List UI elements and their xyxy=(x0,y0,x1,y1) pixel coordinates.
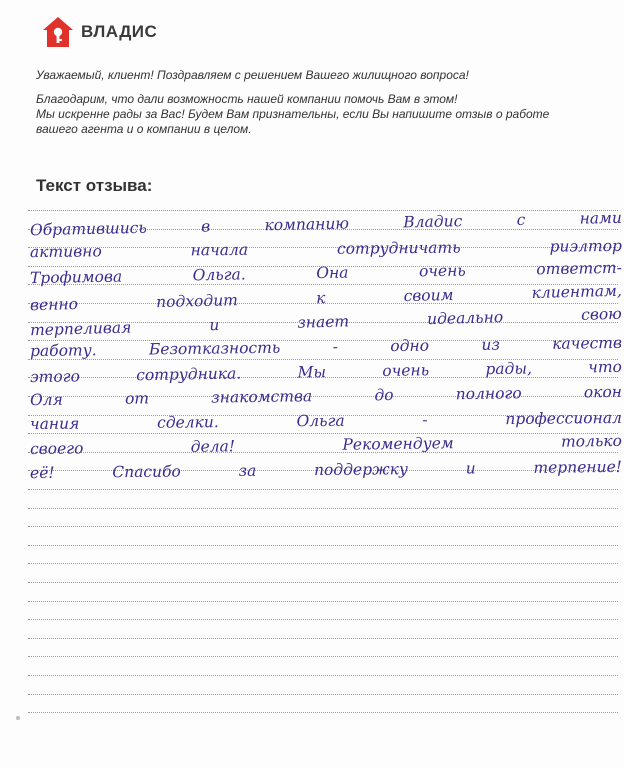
handwritten-word: начала xyxy=(190,240,249,260)
handwritten-word: качеств xyxy=(552,333,623,353)
intro-greeting: Уважаемый, клиент! Поздравляем с решением Вашего жилищного вопроса! xyxy=(36,68,469,82)
intro-request-cont: вашего агента и о компании в целом. xyxy=(36,122,252,136)
handwritten-word: клиентам, xyxy=(531,281,623,302)
handwritten-word: сотрудничать xyxy=(336,238,461,258)
handwritten-word: с xyxy=(516,210,526,230)
ruled-line xyxy=(28,545,618,546)
handwritten-word: дела! xyxy=(190,437,236,457)
handwritten-word: этого xyxy=(29,366,81,386)
intro-text xyxy=(36,68,596,137)
review-heading: Текст отзыва: xyxy=(36,176,153,195)
handwritten-word: работу. xyxy=(29,341,97,361)
handwritten-word: свою xyxy=(580,305,623,325)
handwritten-word: Оля xyxy=(29,390,63,410)
handwritten-word: и xyxy=(465,459,476,478)
intro-thanks: Благодарим, что дали возможность нашей компании помочь Вам в этом! xyxy=(36,92,458,106)
handwritten-word: - xyxy=(422,410,428,429)
handwritten-word: к xyxy=(315,288,326,308)
handwritten-word: риэлтор xyxy=(549,236,623,256)
ruled-line xyxy=(28,638,618,639)
handwritten-word: и xyxy=(209,316,220,335)
handwritten-word: идеально xyxy=(426,308,504,329)
handwritten-word: от xyxy=(124,389,150,408)
ruled-line xyxy=(28,582,618,583)
handwritten-word: Ольга xyxy=(296,411,345,431)
handwritten-word: из xyxy=(481,335,500,354)
handwritten-word: Обратившись xyxy=(29,218,148,240)
intro-request: Мы искренне рады за Вас! Будем Вам признательны, если Вы напишите отзыв о работе xyxy=(36,107,550,121)
handwritten-word: ответст- xyxy=(536,259,623,279)
handwritten-word: активно xyxy=(29,241,102,261)
handwritten-word: рады, xyxy=(485,359,533,378)
handwritten-word: Владис xyxy=(403,212,463,232)
handwritten-word: только xyxy=(560,432,623,452)
handwritten-word: в xyxy=(200,217,211,236)
ruled-line xyxy=(28,601,618,602)
ruled-line xyxy=(28,563,618,564)
handwritten-word: - xyxy=(332,337,339,356)
handwritten-word: сделки. xyxy=(156,412,219,432)
handwritten-word: очень xyxy=(418,261,466,281)
ruled-line xyxy=(28,694,618,695)
handwritten-word: что xyxy=(588,357,623,377)
handwritten-word: Мы xyxy=(297,362,327,382)
handwritten-word: очень xyxy=(382,360,430,380)
handwritten-word: подходит xyxy=(155,290,239,311)
ruled-line xyxy=(28,489,618,490)
handwritten-word: венно xyxy=(29,294,79,315)
handwritten-word: до xyxy=(374,386,394,405)
handwritten-word: знакомства xyxy=(211,387,313,407)
handwritten-word: терпение! xyxy=(533,457,623,477)
handwritten-word: нами xyxy=(579,208,623,228)
handwritten-word: её! xyxy=(29,463,55,483)
ruled-line xyxy=(28,508,618,509)
handwritten-word: Она xyxy=(316,263,349,283)
ruled-line xyxy=(28,712,618,713)
handwritten-word: Безотказность xyxy=(148,338,281,359)
house-key-icon xyxy=(41,15,75,49)
handwritten-word: своего xyxy=(29,439,84,459)
ruled-line xyxy=(28,526,618,527)
handwritten-word: поддержку xyxy=(313,460,409,480)
ruled-line xyxy=(28,675,618,676)
ruled-line xyxy=(28,656,618,657)
handwritten-word: знает xyxy=(297,312,350,333)
handwritten-word: полного xyxy=(455,384,522,404)
brand-name: ВЛАДИС xyxy=(81,22,158,41)
handwritten-word: компанию xyxy=(264,214,350,235)
handwritten-word: Ольга. xyxy=(192,265,246,285)
brand-header xyxy=(41,14,157,50)
scan-dot xyxy=(16,716,20,720)
handwritten-word: сотрудника. xyxy=(136,364,242,384)
handwritten-word: Рекомендуем xyxy=(342,434,454,455)
handwritten-word: одно xyxy=(390,336,430,356)
handwritten-word: терпеливая xyxy=(29,318,132,340)
handwritten-word: профессионал xyxy=(505,408,623,428)
handwritten-word: Трофимова xyxy=(29,267,123,288)
ruled-line xyxy=(28,619,618,620)
handwritten-word: чания xyxy=(29,414,80,433)
handwritten-word: своим xyxy=(403,285,454,305)
handwritten-word: Спасибо xyxy=(112,462,181,482)
handwritten-word: окон xyxy=(583,383,623,402)
handwritten-word: за xyxy=(238,461,257,480)
